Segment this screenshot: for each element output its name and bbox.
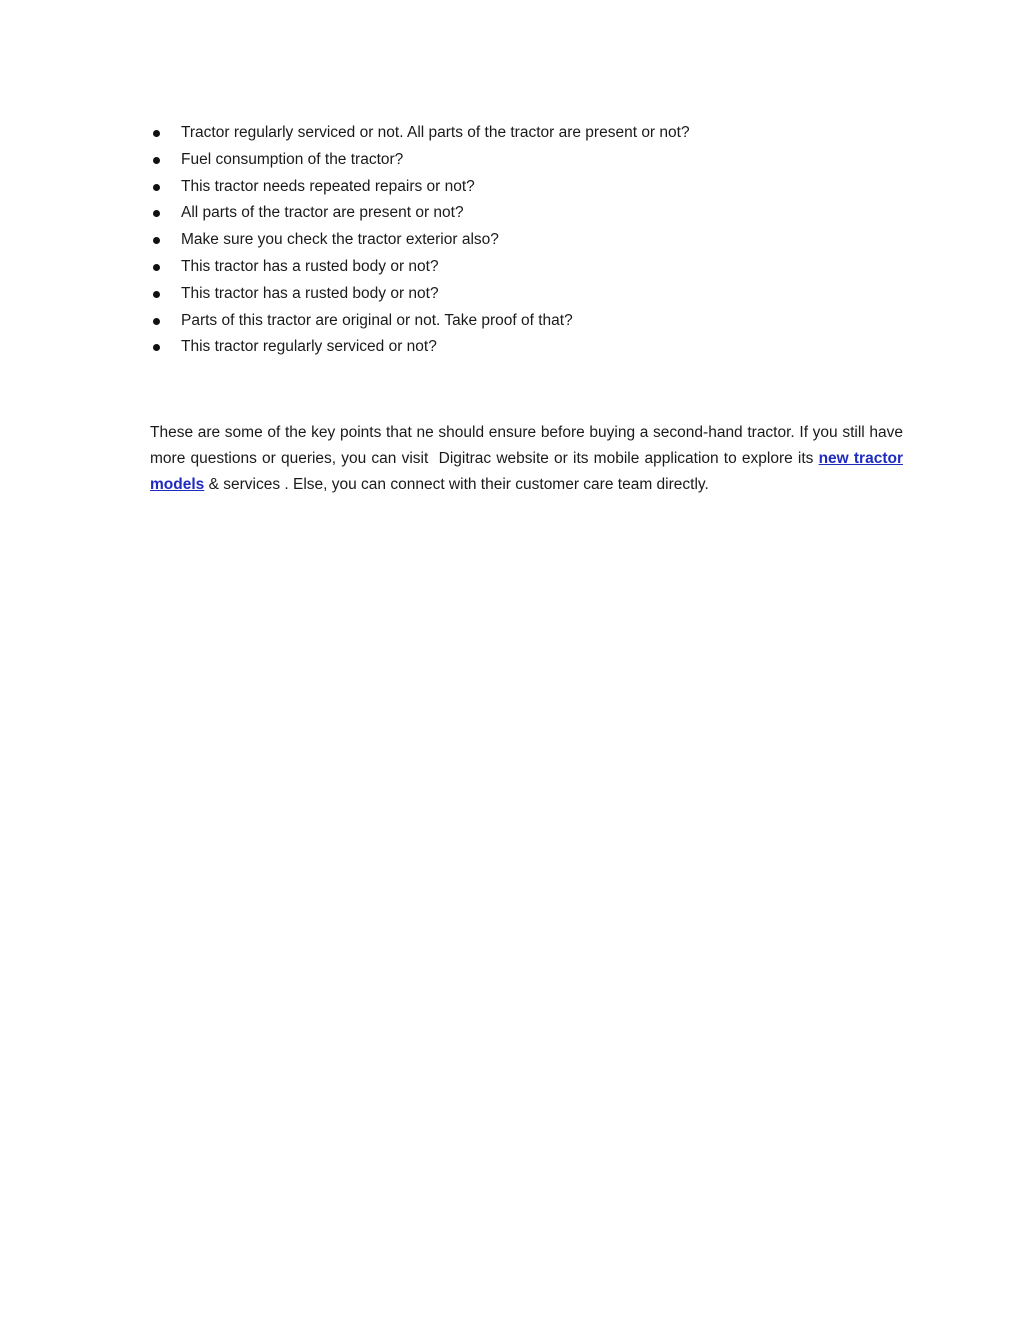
bullet-icon <box>153 318 160 325</box>
list-item-text: This tractor has a rusted body or not? <box>181 257 439 275</box>
bullet-icon <box>153 264 160 271</box>
closing-text-end: & services . Else, you can connect with their customer care team directly. <box>204 476 709 493</box>
list-item-text: Parts of this tractor are original or not. Take proof of that? <box>181 311 573 329</box>
closing-paragraph <box>150 420 903 498</box>
list-item <box>150 308 910 335</box>
bullet-icon <box>153 157 160 164</box>
list-item <box>150 147 910 174</box>
bullet-icon <box>153 184 160 191</box>
list-item <box>150 200 910 227</box>
list-item <box>150 281 910 308</box>
list-item <box>150 334 910 361</box>
list-item <box>150 174 910 201</box>
closing-text-start: These are some of the key points that ne should ensure before buying a second-hand tractor. If you still have more questions or queries, you can visit Digitrac website or its mobile application to explore its <box>150 424 903 467</box>
new-tractor-models-link[interactable]: new tractor models <box>150 450 903 493</box>
bullet-icon <box>153 344 160 351</box>
list-item-text: This tractor regularly serviced or not? <box>181 338 437 356</box>
list-item <box>150 120 910 147</box>
list-item <box>150 227 910 254</box>
list-item-text: Make sure you check the tractor exterior also? <box>181 231 499 249</box>
bullet-icon <box>153 130 160 137</box>
checklist <box>150 120 910 361</box>
bullet-icon <box>153 237 160 244</box>
list-item-text: Fuel consumption of the tractor? <box>181 150 404 168</box>
list-item-text: All parts of the tractor are present or not? <box>181 204 464 222</box>
list-item-text: This tractor needs repeated repairs or not? <box>181 177 475 195</box>
list-item <box>150 254 910 281</box>
list-item-text: Tractor regularly serviced or not. All parts of the tractor are present or not? <box>181 124 690 141</box>
bullet-icon <box>153 291 160 298</box>
bullet-icon <box>153 210 160 217</box>
list-item-text: This tractor has a rusted body or not? <box>181 284 439 302</box>
